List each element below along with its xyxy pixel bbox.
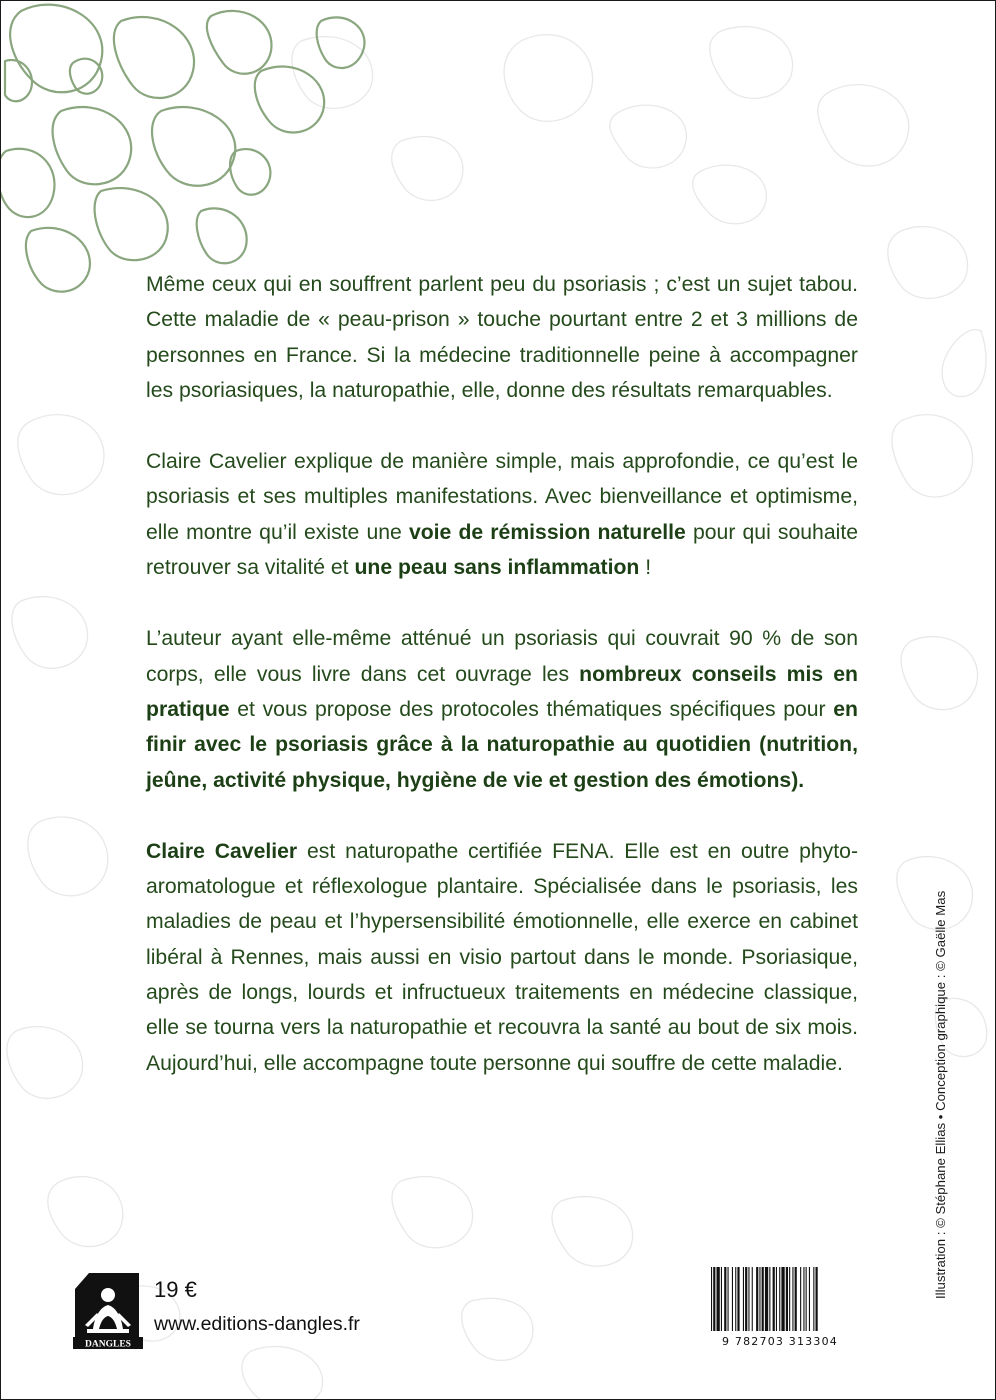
barcode-bar — [743, 1267, 744, 1331]
barcode-bar — [792, 1267, 793, 1331]
bold-text-run: en finir avec le psoriasis grâce à la naturopathie au quotidien (nutrition, jeûne, activité physique, hygiène de vie et gestion des émotions). — [146, 697, 858, 792]
barcode-bar — [737, 1267, 739, 1331]
dangles-logo — [73, 1267, 143, 1349]
bold-text-run: une peau sans inflammation — [354, 556, 640, 580]
illustration-credits: Illustration : © Stéphane Ellias • Conception graphique : © Gaëlle Mas — [933, 890, 948, 1299]
barcode-bar — [732, 1267, 733, 1331]
barcode-bar — [711, 1267, 712, 1331]
barcode-bar — [786, 1267, 788, 1331]
paragraph — [146, 267, 858, 408]
logo-text: DANGLES — [85, 1339, 131, 1349]
barcode-bar — [728, 1267, 729, 1331]
barcode-bar — [752, 1267, 753, 1331]
barcode-bar — [748, 1267, 749, 1331]
barcode-bar — [756, 1267, 758, 1331]
text-run: et vous propose des protocoles thématiques spécifiques pour — [229, 697, 834, 721]
barcode-bar — [806, 1267, 807, 1331]
barcode-bar — [769, 1267, 770, 1331]
barcode-bar — [713, 1267, 715, 1331]
barcode-bar — [781, 1267, 784, 1331]
text-run: est naturopathe certifiée FENA. Elle est en outre phyto-aromatologue et réflexologue plantaire. Spécialisée dans le psoriasis, les maladies de peau et l’hypersensibilité émotionnelle, elle exerce en cabinet libéral à Rennes, mais aussi en visio partout dans le monde. Psoriasique, après de longs, lourds et infructueux traitements en médecine classique, elle se tourna vers la naturopathie et recouvra la santé au bout de six mois. Aujourd’hui, elle accompagne toute personne qui souffre de cette maladie. — [146, 839, 858, 1075]
barcode-bar — [813, 1267, 814, 1331]
barcode-bar — [721, 1267, 722, 1331]
barcode-bar — [762, 1267, 764, 1331]
barcode-bar — [735, 1267, 736, 1331]
back-cover-text — [146, 267, 858, 1117]
price: 19 € — [154, 1277, 197, 1302]
publisher-website: www.editions-dangles.fr — [154, 1313, 360, 1335]
barcode-bar — [789, 1267, 790, 1331]
text-run: ! — [639, 556, 652, 580]
barcode-bar — [759, 1267, 760, 1331]
bold-text-run: voie de rémission naturelle — [408, 520, 686, 544]
paragraph — [146, 621, 858, 797]
barcode-bar — [809, 1267, 810, 1331]
barcode-bar — [745, 1267, 747, 1331]
barcode-bar — [816, 1267, 818, 1331]
barcode-bar — [724, 1267, 726, 1331]
barcode-bar — [765, 1267, 768, 1331]
bold-text-run: nombreux conseils mis en pratique — [146, 662, 859, 721]
text-run: pour qui souhaite retrouver sa vitalité et — [146, 520, 859, 580]
paragraph — [146, 444, 858, 585]
bold-text-run: Claire Cavelier — [146, 839, 298, 863]
paragraph — [146, 834, 858, 1081]
barcode-bar — [779, 1267, 780, 1331]
text-run: Même ceux qui en souffrent parlent peu du psoriasis ; c’est un sujet tabou. Cette maladie de « peau-prison » touche pourtant entre 2 et 3 millions de personnes en France. Si la médecine traditionnelle peine à accompagner les psoriasiques, la naturopathie, elle, donne des résultats remarquables. — [146, 273, 858, 402]
barcode-bar — [773, 1267, 775, 1331]
isbn-number: 9 782703 313304 — [722, 1335, 838, 1348]
text-run: L’auteur ayant elle-même atténué un psoriasis qui couvrait 90 % de son corps, elle vous livre dans cet ouvrage les — [146, 627, 858, 686]
barcode-bar — [803, 1267, 804, 1331]
barcode-bar — [795, 1267, 797, 1331]
text-run: Claire Cavelier explique de manière simple, mais approfondie, ce qu’est le psoriasis et ses multiples manifestations. Avec bienveillance et optimisme, elle montre qu’il existe une — [146, 450, 858, 544]
barcode-bar — [800, 1267, 801, 1331]
barcode-bars — [707, 1265, 853, 1333]
barcode-bar — [717, 1267, 720, 1331]
barcode-bar — [776, 1267, 777, 1331]
